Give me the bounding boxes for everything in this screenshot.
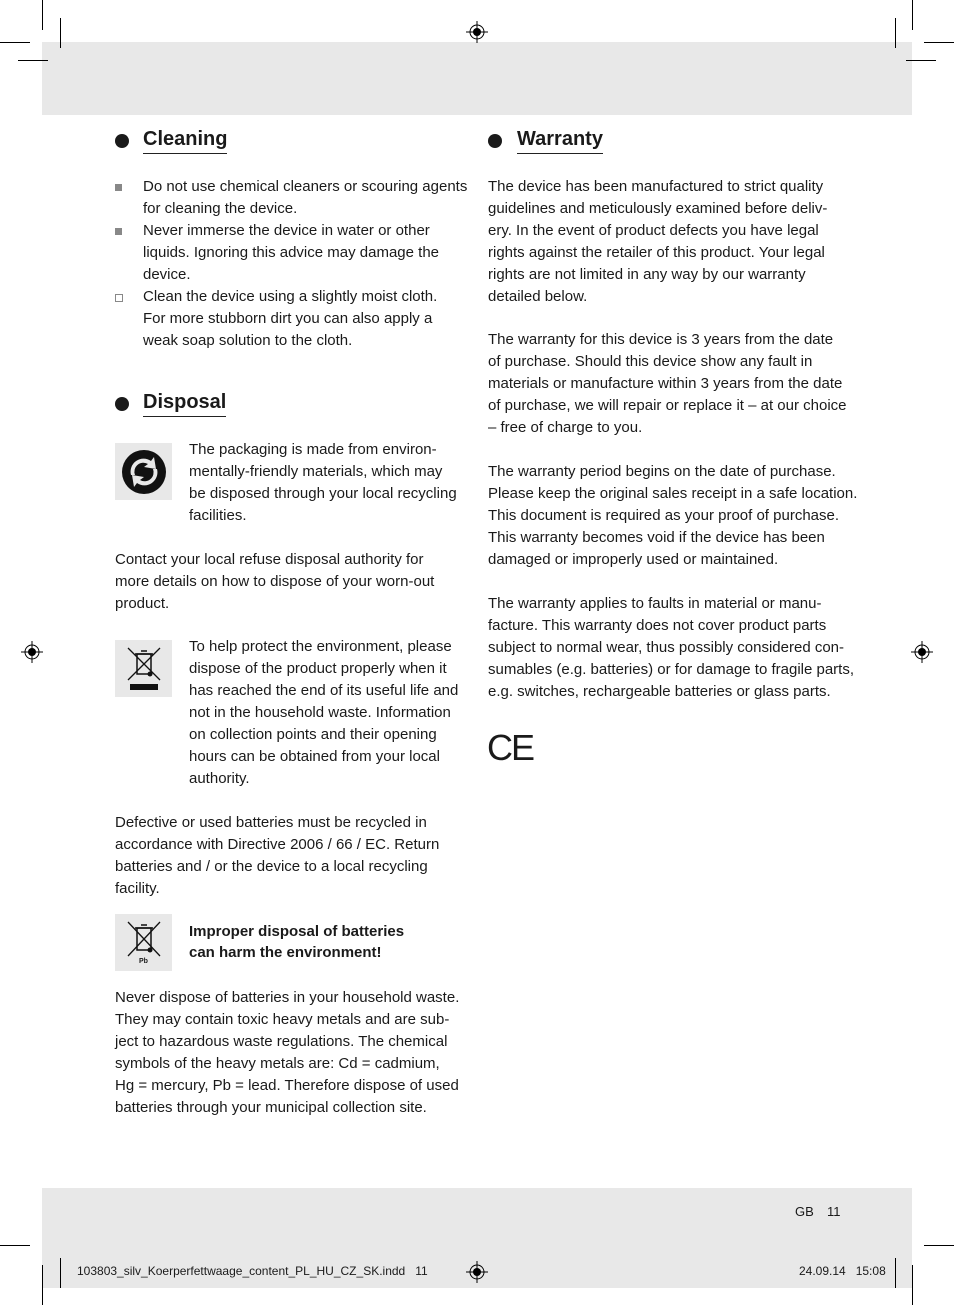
weee-bin-icon <box>115 640 172 697</box>
section-bullet-icon <box>488 134 502 148</box>
page-number: 11 <box>827 1204 841 1219</box>
section-bullet-icon <box>115 397 129 411</box>
bullet-open-icon <box>115 294 123 302</box>
bullet-icon <box>115 184 122 191</box>
section-bullet-icon <box>115 134 129 148</box>
pb-label: Pb <box>139 958 148 965</box>
page-language: GB <box>795 1204 814 1219</box>
bullet-icon <box>115 228 122 235</box>
disposal-heavy-metals-text: Never dispose of batteries in your household waste. They may contain toxic heavy metals and are sub- ject to hazardous waste regulations. The chemical symbols of the heavy metals are: Cd = cadmium, Hg = mercury, Pb = lead. Therefore dispose of used batteries through your municipal collection site. <box>115 989 460 1116</box>
footer-filename: 103803_silv_Koerperfettwaage_content_PL_HU_CZ_SK.indd 11 <box>77 1264 428 1278</box>
cleaning-heading: Cleaning <box>143 128 227 154</box>
battery-warning: Improper disposal of batteries can harm the environment! <box>189 923 405 961</box>
registration-mark-icon <box>21 641 43 663</box>
disposal-heading: Disposal <box>143 391 226 417</box>
registration-mark-icon <box>466 21 488 43</box>
disposal-batteries-text: Defective or used batteries must be recycled in accordance with Directive 2006 / 66 / EC. Return batteries and / or the device to a local recycling facility. <box>115 814 440 897</box>
warranty-paragraph-1: The device has been manufactured to strict quality guidelines and meticulously examined before deliv- ery. In the event of product defects you have legal rights against the retailer of this product. Your legal rights are not limited in any way by our warranty detailed below. <box>488 178 828 305</box>
warranty-paragraph-4: The warranty applies to faults in material or manu- facture. This warranty does not cover product parts subject to normal wear, thus possibly considered con- sumables (e.g. batteries) or for damage to fragile parts, e.g. switches, rechargeable batteries or glass parts. <box>488 595 855 700</box>
cleaning-list: Do not use chemical cleaners or scouring agents for cleaning the device. Never immerse the device in water or other liquids. Ignoring this advice may damage the device. Clean the device using a slightly moist cloth. For more stubborn dirt you can also apply a weak soap solution to the cloth. <box>143 178 468 349</box>
registration-mark-icon <box>466 1261 488 1283</box>
battery-weee-pb-icon <box>115 914 172 971</box>
registration-mark-icon <box>911 641 933 663</box>
green-dot-recycling-icon <box>115 443 172 500</box>
warranty-paragraph-2: The warranty for this device is 3 years from the date of purchase. Should this device show any fault in materials or manufacture within 3 years from the date of purchase, we will repair or replace it – at our choice – free of charge to you. <box>488 331 847 436</box>
header-band <box>42 42 912 115</box>
warranty-heading: Warranty <box>517 128 603 154</box>
disposal-packaging-text: The packaging is made from environ- mentally-friendly materials, which may be disposed through your local recycling facilities. <box>189 441 457 524</box>
footer-timestamp: 24.09.14 15:08 <box>799 1264 886 1278</box>
warranty-paragraph-3: The warranty period begins on the date of purchase. Please keep the original sales receipt in a safe location. This document is required as your proof of purchase. This warranty becomes void if the device has been damaged or improperly used or maintained. <box>488 463 858 568</box>
disposal-environment-text: To help protect the environment, please dispose of the product properly when it has reached the end of its useful life and not in the household waste. Information on collection points and their opening hours can be obtained from your local authority. <box>189 638 459 787</box>
ce-mark-icon: CE <box>487 727 534 768</box>
disposal-contact-text: Contact your local refuse disposal authority for more details on how to dispose of your worn-out product. <box>115 551 435 612</box>
